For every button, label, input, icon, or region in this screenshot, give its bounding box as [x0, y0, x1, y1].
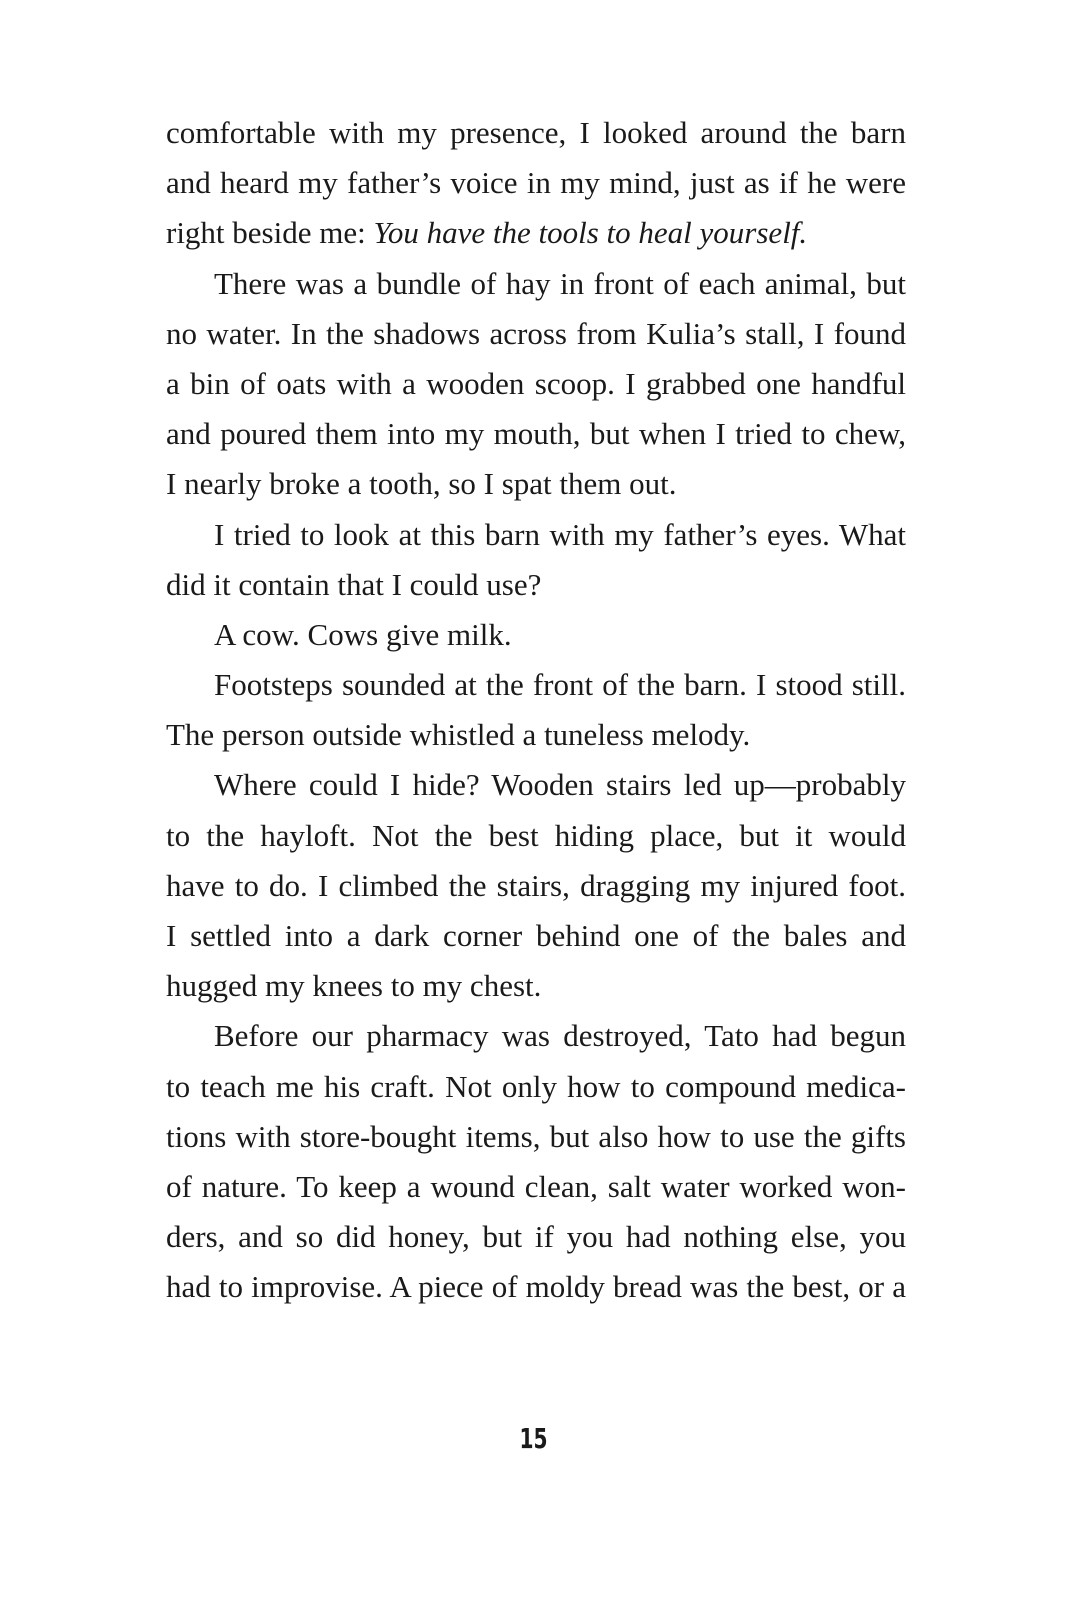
text-line: There was a bundle of hay in front of each animal, but [214, 265, 906, 301]
text-line: did it contain that I could use? [166, 566, 542, 602]
text-line: and poured them into my mouth, but when I tried to chew, [166, 416, 906, 452]
text-line: hugged my knees to my chest. [166, 968, 542, 1004]
body-text [166, 108, 906, 1313]
text-line: have to do. I climbed the stairs, dragging my injured foot. [166, 867, 906, 903]
text-line: Where could I hide? Wooden stairs led up—probably [214, 767, 906, 803]
page-number: 15 [519, 1422, 548, 1455]
text-line [166, 208, 906, 258]
text-line: to the hayloft. Not the best hiding place, but it would [166, 817, 906, 853]
text-line: Footsteps sounded at the front of the barn. I stood still. [214, 667, 906, 703]
text-line: no water. In the shadows across from Kulia’s stall, I found [166, 315, 906, 351]
text-line: had to improvise. A piece of moldy bread was the best, or a [166, 1269, 906, 1305]
text-line: The person outside whistled a tuneless melody. [166, 717, 751, 753]
text-line: tions with store-bought items, but also how to use the gifts [166, 1118, 906, 1154]
text-line: I tried to look at this barn with my father’s eyes. What [214, 516, 906, 552]
text-line: I settled into a dark corner behind one of the bales and [166, 918, 906, 953]
text-line: ders, and so did honey, but if you had nothing else, you [166, 1219, 906, 1255]
text-line: Before our pharmacy was destroyed, Tato had begun [214, 1018, 906, 1054]
italic-quote: You have the tools to heal yourself. [373, 215, 808, 251]
text-span: right beside me: [166, 215, 374, 251]
text-line: and heard my father’s voice in my mind, just as if he were [166, 165, 906, 201]
text-line: I nearly broke a tooth, so I spat them out. [166, 466, 677, 502]
text-line: comfortable with my presence, I looked around the barn [166, 115, 906, 150]
text-line: of nature. To keep a wound clean, salt water worked won- [166, 1168, 906, 1204]
text-line: a bin of oats with a wooden scoop. I grabbed one handful [166, 365, 906, 401]
text-line: A cow. Cows give milk. [214, 616, 512, 652]
text-line: to teach me his craft. Not only how to compound medica- [166, 1068, 906, 1104]
